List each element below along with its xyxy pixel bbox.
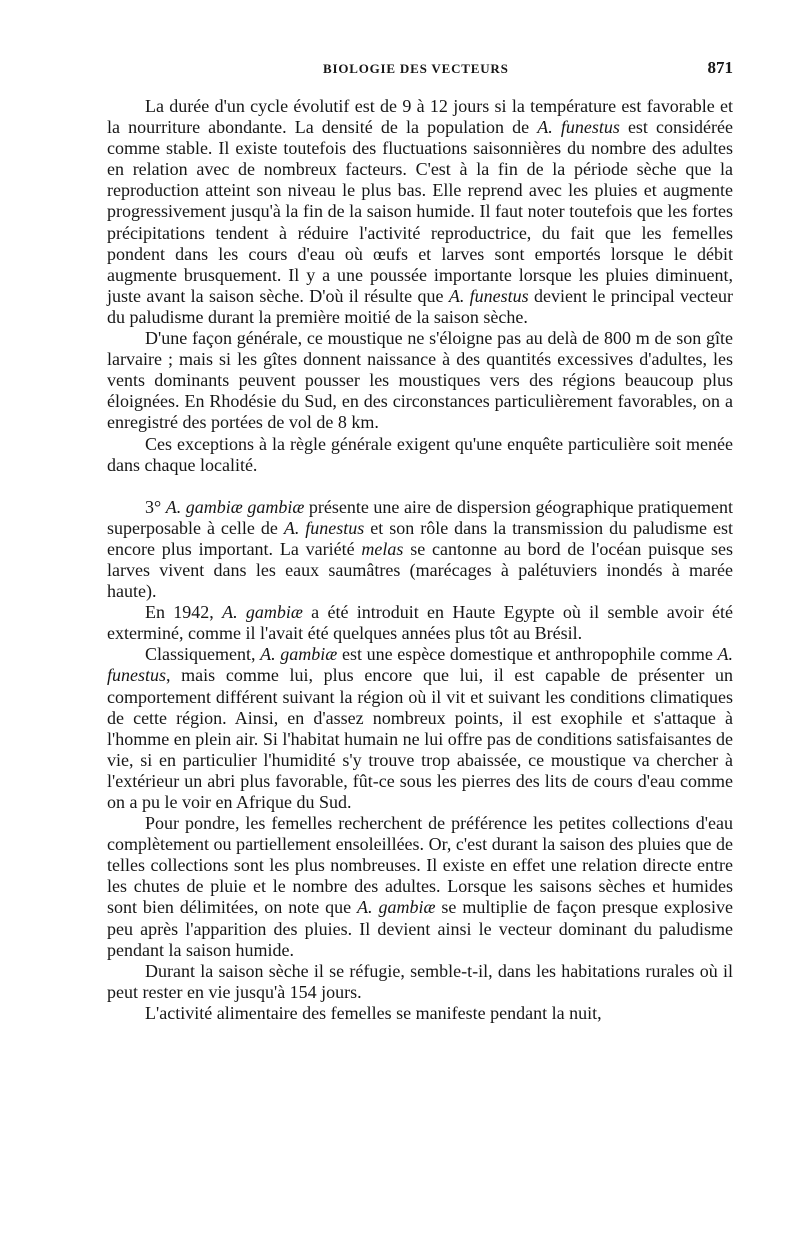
paragraph (107, 434, 733, 476)
paragraph (107, 1003, 733, 1024)
text-run: Pour pondre, les femelles recherchent de préférence les petites collections d'eau complètement ou partiellement ensoleillées. Or, c'est durant la saison des pluies que de telles collections sont les plus nombreuses. Il existe en effet une relation directe entre les chutes de pluie et le nombre des adultes. Lorsque les saisons sèches et humides sont bien délimitées, on note que (107, 813, 733, 918)
text-run: présente une aire de dispersion géographique pratiquement superposable à celle de (107, 496, 734, 538)
italic-term: A. funestus (283, 517, 365, 538)
paragraph (107, 644, 733, 813)
book-page (107, 58, 733, 1024)
text-run: et son rôle dans la transmission du paludisme est encore plus important. La variété (107, 517, 734, 559)
text-run: devient le principal vecteur du paludisme durant la première moitié de la saison sèche. (107, 285, 734, 327)
paragraph (107, 813, 733, 961)
italic-term: melas (361, 538, 404, 559)
italic-term: A. funestus (448, 285, 529, 306)
text-run: La durée d'un cycle évolutif est de 9 à 12 jours si la température est favorable et la nourriture abondante. La densité de la population de (107, 96, 733, 138)
text-run: se cantonne au bord de l'océan puisque ses larves vivent dans les eaux saumâtres (marécages à palétuviers inondés à marée haute). (107, 538, 733, 602)
running-head: BIOLOGIE DES VECTEURS (323, 61, 509, 76)
page-header (107, 58, 733, 86)
text-run: Durant la saison sèche il se réfugie, semble-t-il, dans les habitations rurales où il peut rester en vie jusqu'à 154 jours. (107, 960, 733, 1002)
body-text (107, 96, 733, 1024)
paragraph (107, 961, 733, 1003)
text-run: D'une façon générale, ce moustique ne s'éloigne pas au delà de 800 m de son gîte larvaire ; mais si les gîtes donnent naissance à des quantités excessives d'adultes, les vents dominants peuvent pousser les moustiques vers des régions beaucoup plus éloignées. En Rhodésie du Sud, en des circonstances particulièrement favorables, on a enregistré des portées de vol de 8 km. (107, 328, 733, 433)
text-run: Classiquement, (145, 644, 261, 665)
text-run: L'activité alimentaire des femelles se manifeste pendant la nuit, (145, 1002, 602, 1023)
italic-term: A. funestus (107, 644, 733, 686)
italic-term: A. gambiæ (260, 644, 338, 665)
paragraph (107, 602, 733, 644)
page-number: 871 (707, 58, 733, 77)
text-run: est considérée comme stable. Il existe toutefois des fluctuations saisonnières du nombre des adultes en relation avec de nombreux facteurs. C'est à la fin de la période sèche que la reproduction atteint son niveau le plus bas. Elle reprend avec les pluies et augmente progressivement jusqu'à la fin de la saison humide. Il faut noter toutefois que les fortes précipitations tendent à réduire l'activité reproductrice, du fait que les femelles pondent dans les cours d'eau où œufs et larves sont emportés lorsque le débit augmente brusquement. Il y a une poussée importante lorsque les pluies diminuent, juste avant la saison sèche. D'où il résulte que (107, 117, 733, 306)
text-run: a été introduit en Haute Egypte où il semble avoir été exterminé, comme il l'avait été quelques années plus tôt au Brésil. (107, 602, 733, 644)
text-run: En 1942, (145, 602, 223, 623)
paragraph (107, 328, 733, 433)
italic-term: A. gambiæ (222, 602, 303, 623)
italic-term: A. gambiæ gambiæ (165, 496, 305, 517)
paragraph (107, 96, 733, 328)
paragraph (107, 497, 733, 602)
text-run: Ces exceptions à la règle générale exigent qu'une enquête particulière soit menée dans chaque localité. (107, 433, 733, 475)
text-run: se multiplie de façon presque explosive peu après l'apparition des pluies. Il devient ainsi le vecteur dominant du paludisme pendant la saison humide. (107, 897, 733, 960)
text-run: , mais comme lui, plus encore que lui, il est capable de présenter un comportement différent suivant la région où il vit et suivant les conditions climatiques de cette région. Ainsi, en d'assez nombreux points, il est exophile et s'attaque à l'homme en plein air. Si l'habitat humain ne lui offre pas de conditions satisfaisantes de vie, si en particulier l'humidité s'y trouve trop abaissée, ce moustique va chercher à l'extérieur un abri plus favorable, fût-ce sous les pierres des lits de cours d'eau comme on a pu le voir en Afrique du Sud. (107, 665, 733, 812)
text-run: est une espèce domestique et anthropophile comme (337, 644, 718, 665)
text-run: 3° (145, 496, 166, 517)
italic-term: A. gambiæ (357, 897, 436, 918)
italic-term: A. funestus (537, 117, 620, 138)
